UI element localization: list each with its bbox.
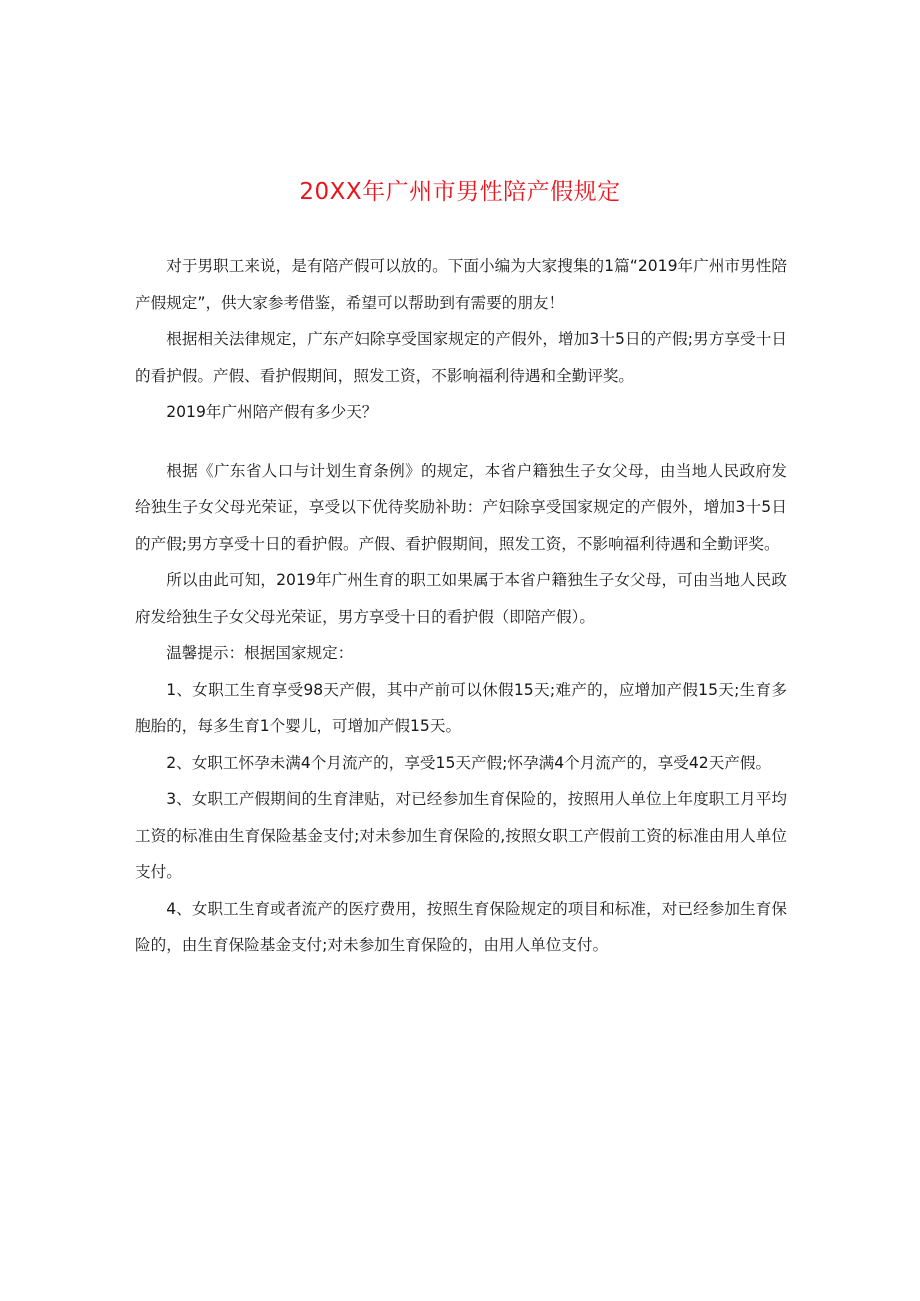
paragraph-intro: 对于男职工来说，是有陪产假可以放的。下面小编为大家搜集的1篇“2019年广州市男性陪产假规定”，供大家参考借鉴，希望可以帮助到有需要的朋友！ [135, 257, 787, 312]
document-title: 20XX年广州市男性陪产假规定 [299, 179, 621, 205]
paragraph-question: 2019年广州陪产假有多少天？ [166, 403, 378, 421]
paragraph-conclusion: 所以由此可知，2019年广州生育的职工如果属于本省户籍独生子女父母，可由当地人民政府发给独生子女父母光荣证，男方享受十日的看护假（即陪产假）。 [135, 571, 787, 626]
paragraph-rule-2: 2、女职工怀孕未满4个月流产的，享受15天产假;怀孕满4个月流产的，享受42天产假。 [166, 753, 772, 772]
paragraph-regulation: 根据《广东省人口与计划生育条例》的规定，本省户籍独生子女父母，由当地人民政府发给独生子女父母光荣证，享受以下优待奖励补助：产妇除享受国家规定的产假外，增加3十5日的产假;男方享受十日的看护假。产假、看护假期间，照发工资，不影响福利待遇和全勤评奖。 [135, 461, 787, 553]
paragraph-legal-basis: 根据相关法律规定，广东产妇除享受国家规定的产假外，增加3十5日的产假;男方享受十日的看护假。产假、看护假期间，照发工资，不影响福利待遇和全勤评奖。 [135, 330, 787, 385]
paragraph-rule-3: 3、女职工产假期间的生育津贴，对已经参加生育保险的，按照用人单位上年度职工月平均工资的标准由生育保险基金支付;对未参加生育保险的,按照女职工产假前工资的标准由用人单位支付。 [135, 790, 787, 881]
paragraph-tip-heading: 温馨提示：根据国家规定： [166, 644, 354, 662]
document-body [135, 248, 787, 964]
paragraph-rule-4: 4、女职工生育或者流产的医疗费用，按照生育保险规定的项目和标准，对已经参加生育保险的，由生育保险基金支付;对未参加生育保险的，由用人单位支付。 [135, 899, 787, 954]
paragraph-rule-1: 1、女职工生育享受98天产假，其中产前可以休假15天;难产的，应增加产假15天;生育多胞胎的，每多生育1个婴儿，可增加产假15天。 [135, 680, 787, 735]
